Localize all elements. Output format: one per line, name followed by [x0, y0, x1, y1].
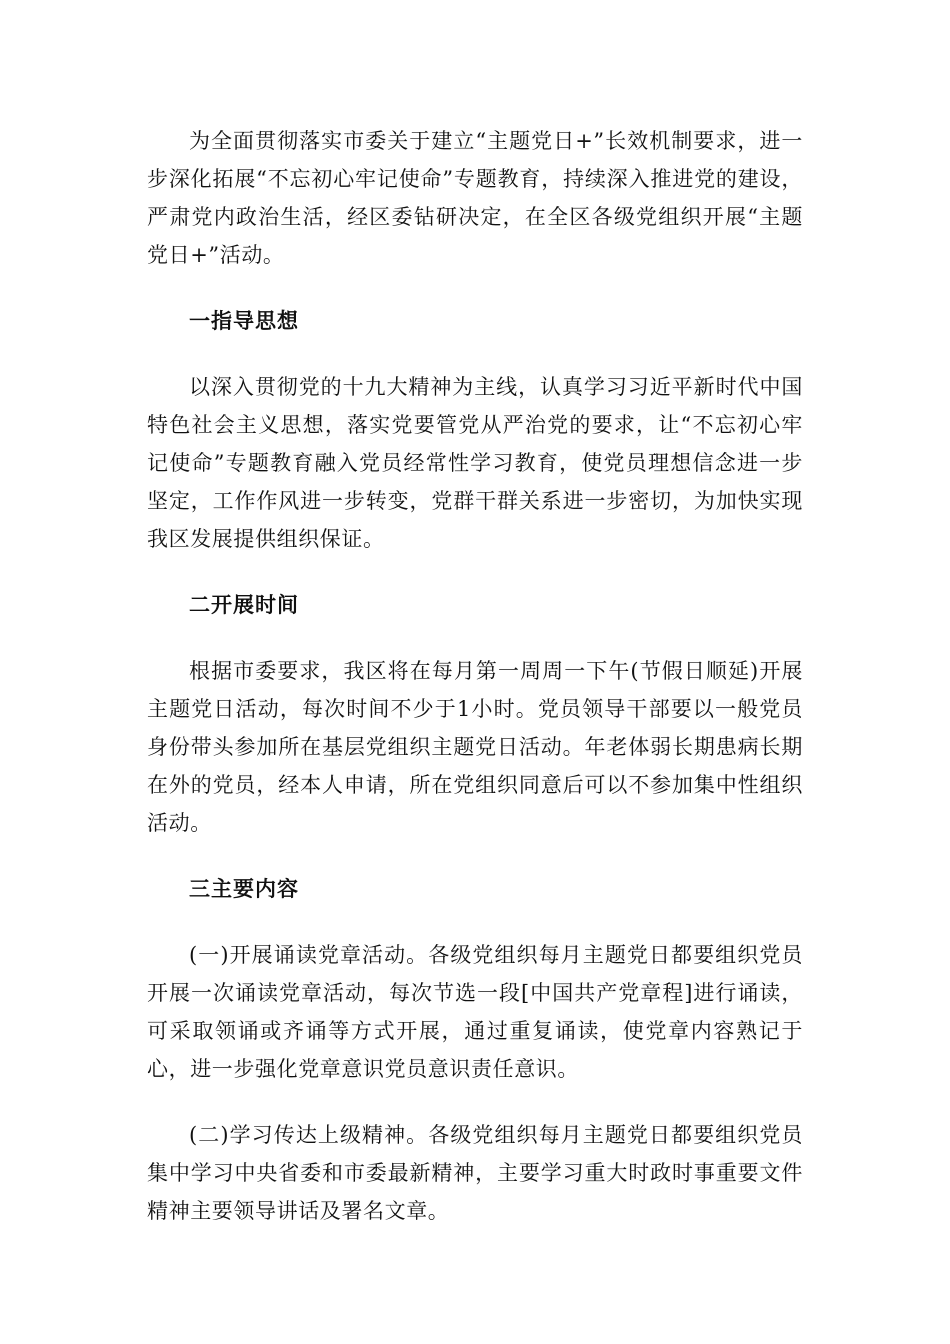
document-page: [147, 122, 803, 1258]
section-body-guiding-ideology: 以深入贯彻党的十九大精神为主线，认真学习习近平新时代中国特色社会主义思想，落实党要管党从严治党的要求，让“不忘初心牢记使命”专题教育融入党员经常性学习教育，使党员理想信念进一步坚定，工作作风进一步转变，党群干群关系进一步密切，为加快实现我区发展提供组织保证。: [147, 375, 803, 551]
section-heading-guiding-ideology: 一指导思想: [189, 309, 299, 333]
intro-paragraph: 为全面贯彻落实市委关于建立“主题党日+”长效机制要求，进一步深化拓展“不忘初心牢记使命”专题教育，持续深入推进党的建设，严肃党内政治生活，经区委钻研决定，在全区各级党组织开展“主题党日+”活动。: [147, 129, 803, 267]
section-heading-schedule: 二开展时间: [189, 593, 299, 617]
section-body-schedule: 根据市委要求，我区将在每月第一周周一下午(节假日顺延)开展主题党日活动，每次时间不少于1小时。党员领导干部要以一般党员身份带头参加所在基层党组织主题党日活动。年老体弱长期患病长期在外的党员，经本人申请，所在党组织同意后可以不参加集中性组织活动。: [147, 659, 803, 835]
main-content-item-2: (二)学习传达上级精神。各级党组织每月主题党日都要组织党员集中学习中央省委和市委最新精神，主要学习重大时政时事重要文件精神主要领导讲话及署名文章。: [147, 1123, 803, 1223]
main-content-item-1: (一)开展诵读党章活动。各级党组织每月主题党日都要组织党员开展一次诵读党章活动，每次节选一段[中国共产党章程]进行诵读，可采取领诵或齐诵等方式开展，通过重复诵读，使党章内容熟记于心，进一步强化党章意识党员意识责任意识。: [147, 943, 803, 1081]
section-heading-main-content: 三主要内容: [189, 877, 299, 901]
